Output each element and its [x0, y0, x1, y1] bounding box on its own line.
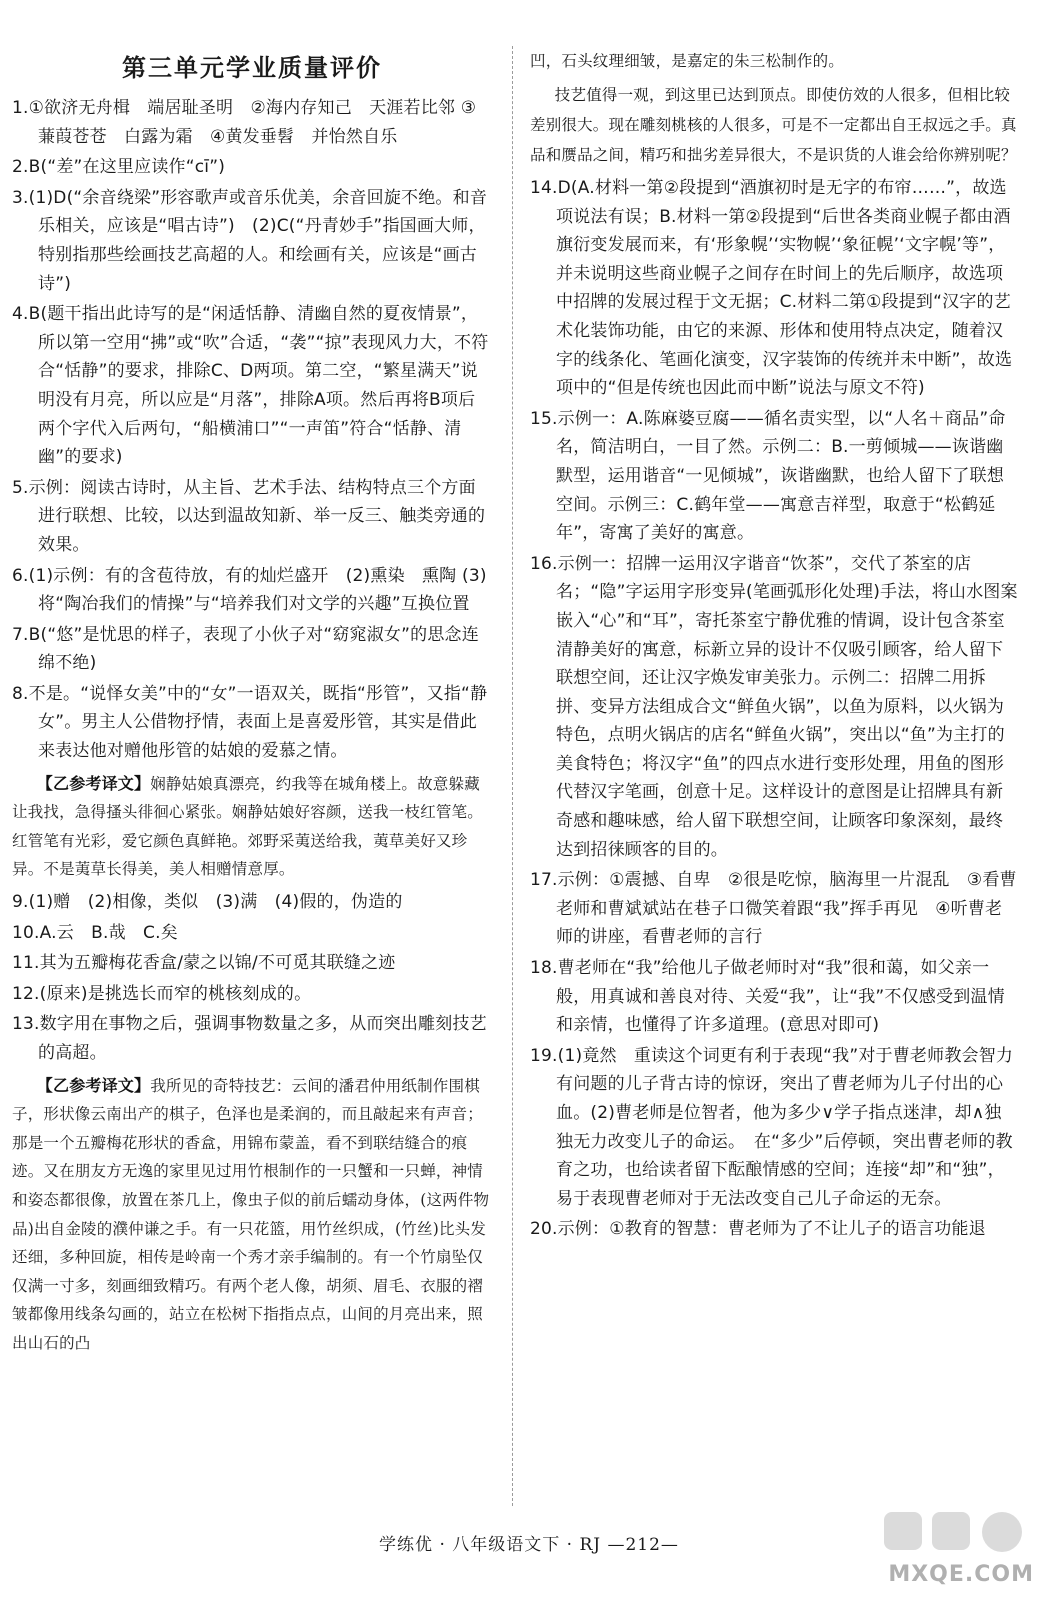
answer-item: 11.其为五瓣梅花香盒/蒙之以锦/不可觅其联缝之迹 [12, 953, 396, 974]
answer-item: 5.示例：阅读古诗时，从主旨、艺术手法、结构特点三个方面进行联想、比较，以达到温故知新、举一反三、触类旁通的效果。 [12, 477, 486, 555]
page-footer: 学练优 · 八年级语文下 · RJ —212— [379, 1535, 679, 1555]
translation-tag: 【乙参考译文】 [36, 1075, 151, 1095]
continued-paragraph: 技艺值得一观，到这里已达到顶点。即使仿效的人很多，但相比较差别很大。现在雕刻桃核的人很多，可是不一定都出自王叔远之手。真品和赝品之间，精巧和拙劣差异很大，不是识货的人谁会给你辨别呢？ [530, 86, 1017, 164]
left-answers [12, 94, 492, 1358]
right-column [530, 46, 1018, 1246]
answer-item: 7.B(“悠”是忧思的样子，表现了小伙子对“窈窕淑女”的思念连绵不绝) [12, 624, 479, 674]
answer-item: 6.(1)示例：有的含苞待放，有的灿烂盛开 (2)熏染 熏陶 (3)将“陶冶我们的情操”与“培养我们对文学的兴趣”互换位置 [12, 565, 487, 615]
answer-item: 17.示例：①震撼、自卑 ②很是吃惊，脑海里一片混乱 ③看曹老师和曹斌斌站在巷子口微笑着跟“我”挥手再见 ④听曹老师的讲座，看曹老师的言行 [530, 870, 1017, 948]
column-divider [512, 46, 513, 1506]
answer-item: 12.(原来)是挑选长而窄的桃核刻成的。 [12, 983, 312, 1004]
answer-item: 16.示例一：招牌一运用汉字谐音“饮茶”，交代了茶室的店名；“隐”字运用字形变异(笔画弧形化处理)手法，将山水图案嵌入“心”和“耳”，寄托茶室宁静优雅的情调，设计包含茶室清静美好的寓意，标新立异的设计不仅吸引顾客，给人留下联想空间，还让汉字焕发审美张力。示例二：招牌二用拆拼、变异方法组成合文“鲜鱼火锅”，以鱼为原料，以火锅为特色，点明火锅店的店名“鲜鱼火锅”，突出以“鱼”为主打的美食特色；将汉字“鱼”的四点水进行变形处理，用鱼的图形代替汉字笔画，创意十足。这样设计的意图是让招牌具有新奇感和趣味感，给人留下联想空间，让顾客印象深刻，最终达到招徕顾客的目的。 [530, 553, 1018, 860]
answer-item: 4.B(题干指出此诗写的是“闲适恬静、清幽自然的夏夜情景”，所以第一空用“拂”或“吹”合适，“袭”“掠”表现风力大，不符合“恬静”的要求，排除C、D两项。第二空，“繁星满天”说明没有月亮，所以应是“月落”，排除A项。然后再将B项后两个字代入后两句，“船横浦口”“一声笛”符合“恬静、清幽”的要求) [12, 304, 489, 468]
continued-text: 凹，石头纹理细皱，是嘉定的朱三松制作的。 [530, 52, 845, 70]
answer-item: 8.不是。“说怿女美”中的“女”一语双关，既指“彤管”，又指“静女”。男主人公借物抒情，表面上是喜爱彤管，其实是借此来表达他对赠他彤管的姑娘的爱慕之情。 [12, 683, 488, 762]
answer-item: 9.(1)赠 (2)相像，类似 (3)满 (4)假的，伪造的 [12, 892, 403, 913]
answer-item: 13.数字用在事物之后，强调事物数量之多，从而突出雕刻技艺的高超。 [12, 1014, 487, 1063]
translation-paragraph [12, 1072, 492, 1358]
answer-item: 1.①欲济无舟楫 端居耻圣明 ②海内存知己 天涯若比邻 ③蒹葭苍苍 白露为霜 ④黄发垂髫 并怡然自乐 [12, 98, 477, 147]
answer-item: 18.曹老师在“我”给他儿子做老师时对“我”很和蔼，如父亲一般，用真诚和善良对待、关爱“我”，让“我”不仅感受到温情和亲情，也懂得了许多道理。(意思对即可) [530, 958, 1005, 1036]
left-column [12, 48, 492, 1362]
translation-tag: 【乙参考译文】 [36, 773, 151, 793]
translation-paragraph [12, 770, 492, 884]
translation-text: 我所见的奇特技艺：云间的潘君仲用纸制作围棋子，形状像云南出产的棋子，色泽也是柔润的，而且敲起来有声音；那是一个五瓣梅花形状的香盒，用锦布蒙盖，看不到联结缝合的痕迹。又在朋友方无逸的家里见过用竹根制作的一只蟹和一只蝉，神情和姿态都很像，放置在茶几上，像虫子似的前后蠕动身体，(这两件物品)出自金陵的濮仲谦之手。有一只花篮，用竹丝织成，(竹丝)比头发还细，多种回旋，相传是岭南一个秀才亲手编制的。有一个竹扇坠仅仅满一寸多，刻画细致精巧。有两个老人像，胡须、眉毛、衣服的褶皱都像用线条勾画的，站立在松树下指指点点，山间的月亮出来，照出山石的凸 [12, 1076, 490, 1352]
answer-item: 20.示例：①教育的智慧：曹老师为了不让儿子的语言功能退 [530, 1219, 986, 1240]
answer-item: 3.(1)D(“余音绕梁”形容歌声或音乐优美，余音回旋不绝。和音乐相关，应该是“唱古诗”) (2)C(“丹青妙手”指国画大师，特别指那些绘画技艺高超的人。和绘画有关，应该是“画古诗”) [12, 187, 488, 294]
page-title: 第三单元学业质量评价 [122, 53, 382, 82]
answer-item: 10.A.云 B.哉 C.矣 [12, 922, 178, 943]
answer-item: 15.示例一：A.陈麻婆豆腐——循名责实型，以“人名＋商品”命名，简洁明白，一目了然。示例二：B.一剪倾城——诙谐幽默型，运用谐音“一见倾城”，诙谐幽默，也给人留下了联想空间。示例三：C.鹤年堂——寓意吉祥型，取意于“松鹤延年”，寄寓了美好的寓意。 [530, 408, 1006, 544]
answer-item: 19.(1)竟然 重读这个词更有利于表现“我”对于曹老师教会智力有问题的儿子背古诗的惊讶，突出了曹老师为儿子付出的心血。(2)曹老师是位智者，他为多少∨学子指点迷津，却∧独独无力改变儿子的命运。 在“多少”后停顿，突出曹老师的教育之功，也给读者留下酝酿情感的空间；连接“却”和“独”，易于表现曹老师对于无法改变自己儿子命运的无奈。 [530, 1045, 1014, 1209]
translation-text: 娴静姑娘真漂亮，约我等在城角楼上。故意躲藏让我找，急得搔头徘徊心紧张。娴静姑娘好容颜，送我一枝红管笔。红管笔有光彩，爱它颜色真鲜艳。郊野采荑送给我，荑草美好又珍异。不是荑草长得美，美人相赠情意厚。 [12, 774, 484, 879]
answer-item: 2.B(“差”在这里应读作“cī”) [12, 157, 226, 178]
answer-item: 14.D(A.材料一第②段提到“酒旗初时是无字的布帘……”，故选项说法有误；B.材料一第②段提到“后世各类商业幌子都由酒旗衍变发展而来，有‘形象幌’‘实物幌’‘象征幌’‘文字幌’等”，并未说明这些商业幌子之间存在时间上的先后顺序，故选项中招牌的发展过程于文无据；C.材料二第①段提到“汉字的艺术化装饰功能，由它的来源、形体和使用特点决定，随着汉字的线条化、笔画化演变，汉字装饰的传统并未中断”，故选项中的“但是传统也因此而中断”说法与原文不符) [530, 178, 1013, 399]
watermark-text: MXQE.COM [888, 1562, 1034, 1587]
right-answers [530, 46, 1018, 1244]
